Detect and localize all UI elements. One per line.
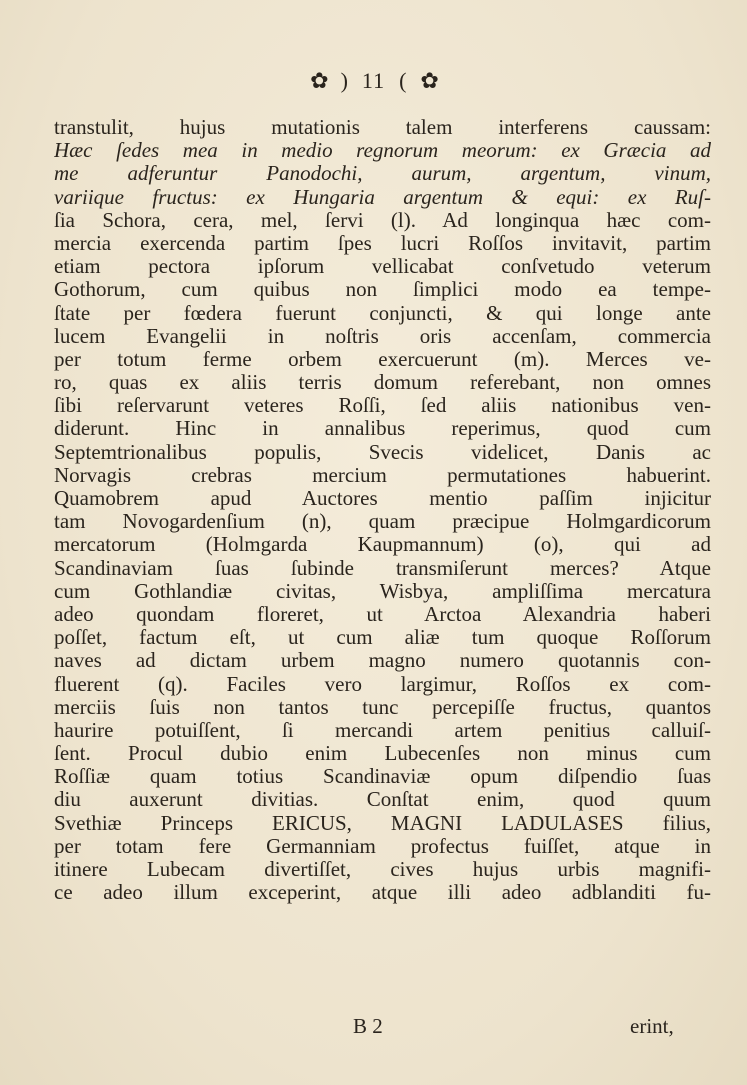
body-text <box>54 116 711 904</box>
text-line: ſtate per fœdera fuerunt conjuncti, & qui longe ante <box>54 301 711 325</box>
catchword: erint, <box>630 1014 674 1038</box>
right-ornament-icon: ✿ <box>420 68 437 93</box>
running-header <box>0 64 747 98</box>
text-line: ſibi reſervarunt veteres Roſſi, ſed aliis nationibus ven- <box>54 394 711 418</box>
text-line: per totam fere Germanniam profectus fuiſſet, atque in <box>54 834 711 858</box>
text-line: diderunt. Hinc in annalibus reperimus, quod cum <box>54 417 711 441</box>
text-line: cum Gothlandiæ civitas, Wisbya, ampliſſima mercatura <box>54 579 711 603</box>
text-line: tam Novogardenſium (n), quam præcipue Holmgardicorum <box>54 510 711 534</box>
page-footer <box>0 1014 747 1038</box>
text-line: ſia Schora, cera, mel, ſervi (l). Ad longinqua hæc com- <box>54 208 711 232</box>
text-line: adeo quondam floreret, ut Arctoa Alexandria haberi <box>54 602 711 626</box>
text-line: mercia exercenda partim ſpes lucri Roſſos invitavit, partim <box>54 231 711 255</box>
text-line: Hæc ſedes mea in medio regnorum meorum: ex Græcia ad <box>54 139 711 163</box>
right-paren: ( <box>399 68 407 93</box>
text-line: lucem Evangelii in noſtris oris accenſam, commercia <box>54 324 711 348</box>
text-line: fluerent (q). Faciles vero largimur, Roſſos ex com- <box>54 672 711 696</box>
left-ornament-icon: ✿ <box>310 68 327 93</box>
text-line: diu auxerunt divitias. Conſtat enim, quod quum <box>54 788 711 812</box>
text-line: haurire potuiſſent, ſi mercandi artem penitius calluiſ- <box>54 718 711 742</box>
text-line: ro, quas ex aliis terris domum referebant, non omnes <box>54 371 711 395</box>
page-number: 11 <box>361 68 386 93</box>
text-line: merciis ſuis non tantos tunc percepiſſe fructus, quantos <box>54 695 711 719</box>
text-line: naves ad dictam urbem magno numero quotannis con- <box>54 649 711 673</box>
text-line: transtulit, hujus mutationis talem interferens caussam: <box>54 116 711 139</box>
text-line: Septemtrionalibus populis, Svecis videlicet, Danis ac <box>54 440 711 464</box>
text-line: itinere Lubecam divertiſſet, cives hujus urbis magnifi- <box>54 858 711 881</box>
text-line: mercatorum (Holmgarda Kaupmannum) (o), qui ad <box>54 533 711 557</box>
text-line: ce adeo illum exceperint, atque illi adeo adblanditi fu- <box>54 881 711 905</box>
text-line: etiam pectora ipſorum vellicabat conſvetudo veterum <box>54 255 711 279</box>
text-line: Scandinaviam ſuas ſubinde transmiſerunt merces? Atque <box>54 556 711 580</box>
text-line: Roſſiæ quam totius Scandinaviæ opum diſpendio ſuas <box>54 765 711 789</box>
text-line: per totum ferme orbem exercuerunt (m). Merces ve- <box>54 347 711 371</box>
text-line: Svethiæ Princeps ERICUS, MAGNI LADULASES filius, <box>54 811 711 835</box>
text-line: me adferuntur Panodochi, aurum, argentum, vinum, <box>54 162 711 186</box>
left-paren: ) <box>340 68 348 93</box>
text-line: variique fructus: ex Hungaria argentum & equi: ex Ruſ- <box>54 185 711 209</box>
text-line: ſent. Procul dubio enim Lubecenſes non minus cum <box>54 742 711 766</box>
text-line: Quamobrem apud Auctores mentio paſſim injicitur <box>54 487 711 510</box>
text-line: poſſet, factum eſt, ut cum aliæ tum quoque Roſſorum <box>54 626 711 650</box>
text-line: Gothorum, cum quibus non ſimplici modo ea tempe- <box>54 278 711 302</box>
signature-mark: B 2 <box>353 1014 383 1038</box>
text-line: Norvagis crebras mercium permutationes habuerint. <box>54 463 711 487</box>
